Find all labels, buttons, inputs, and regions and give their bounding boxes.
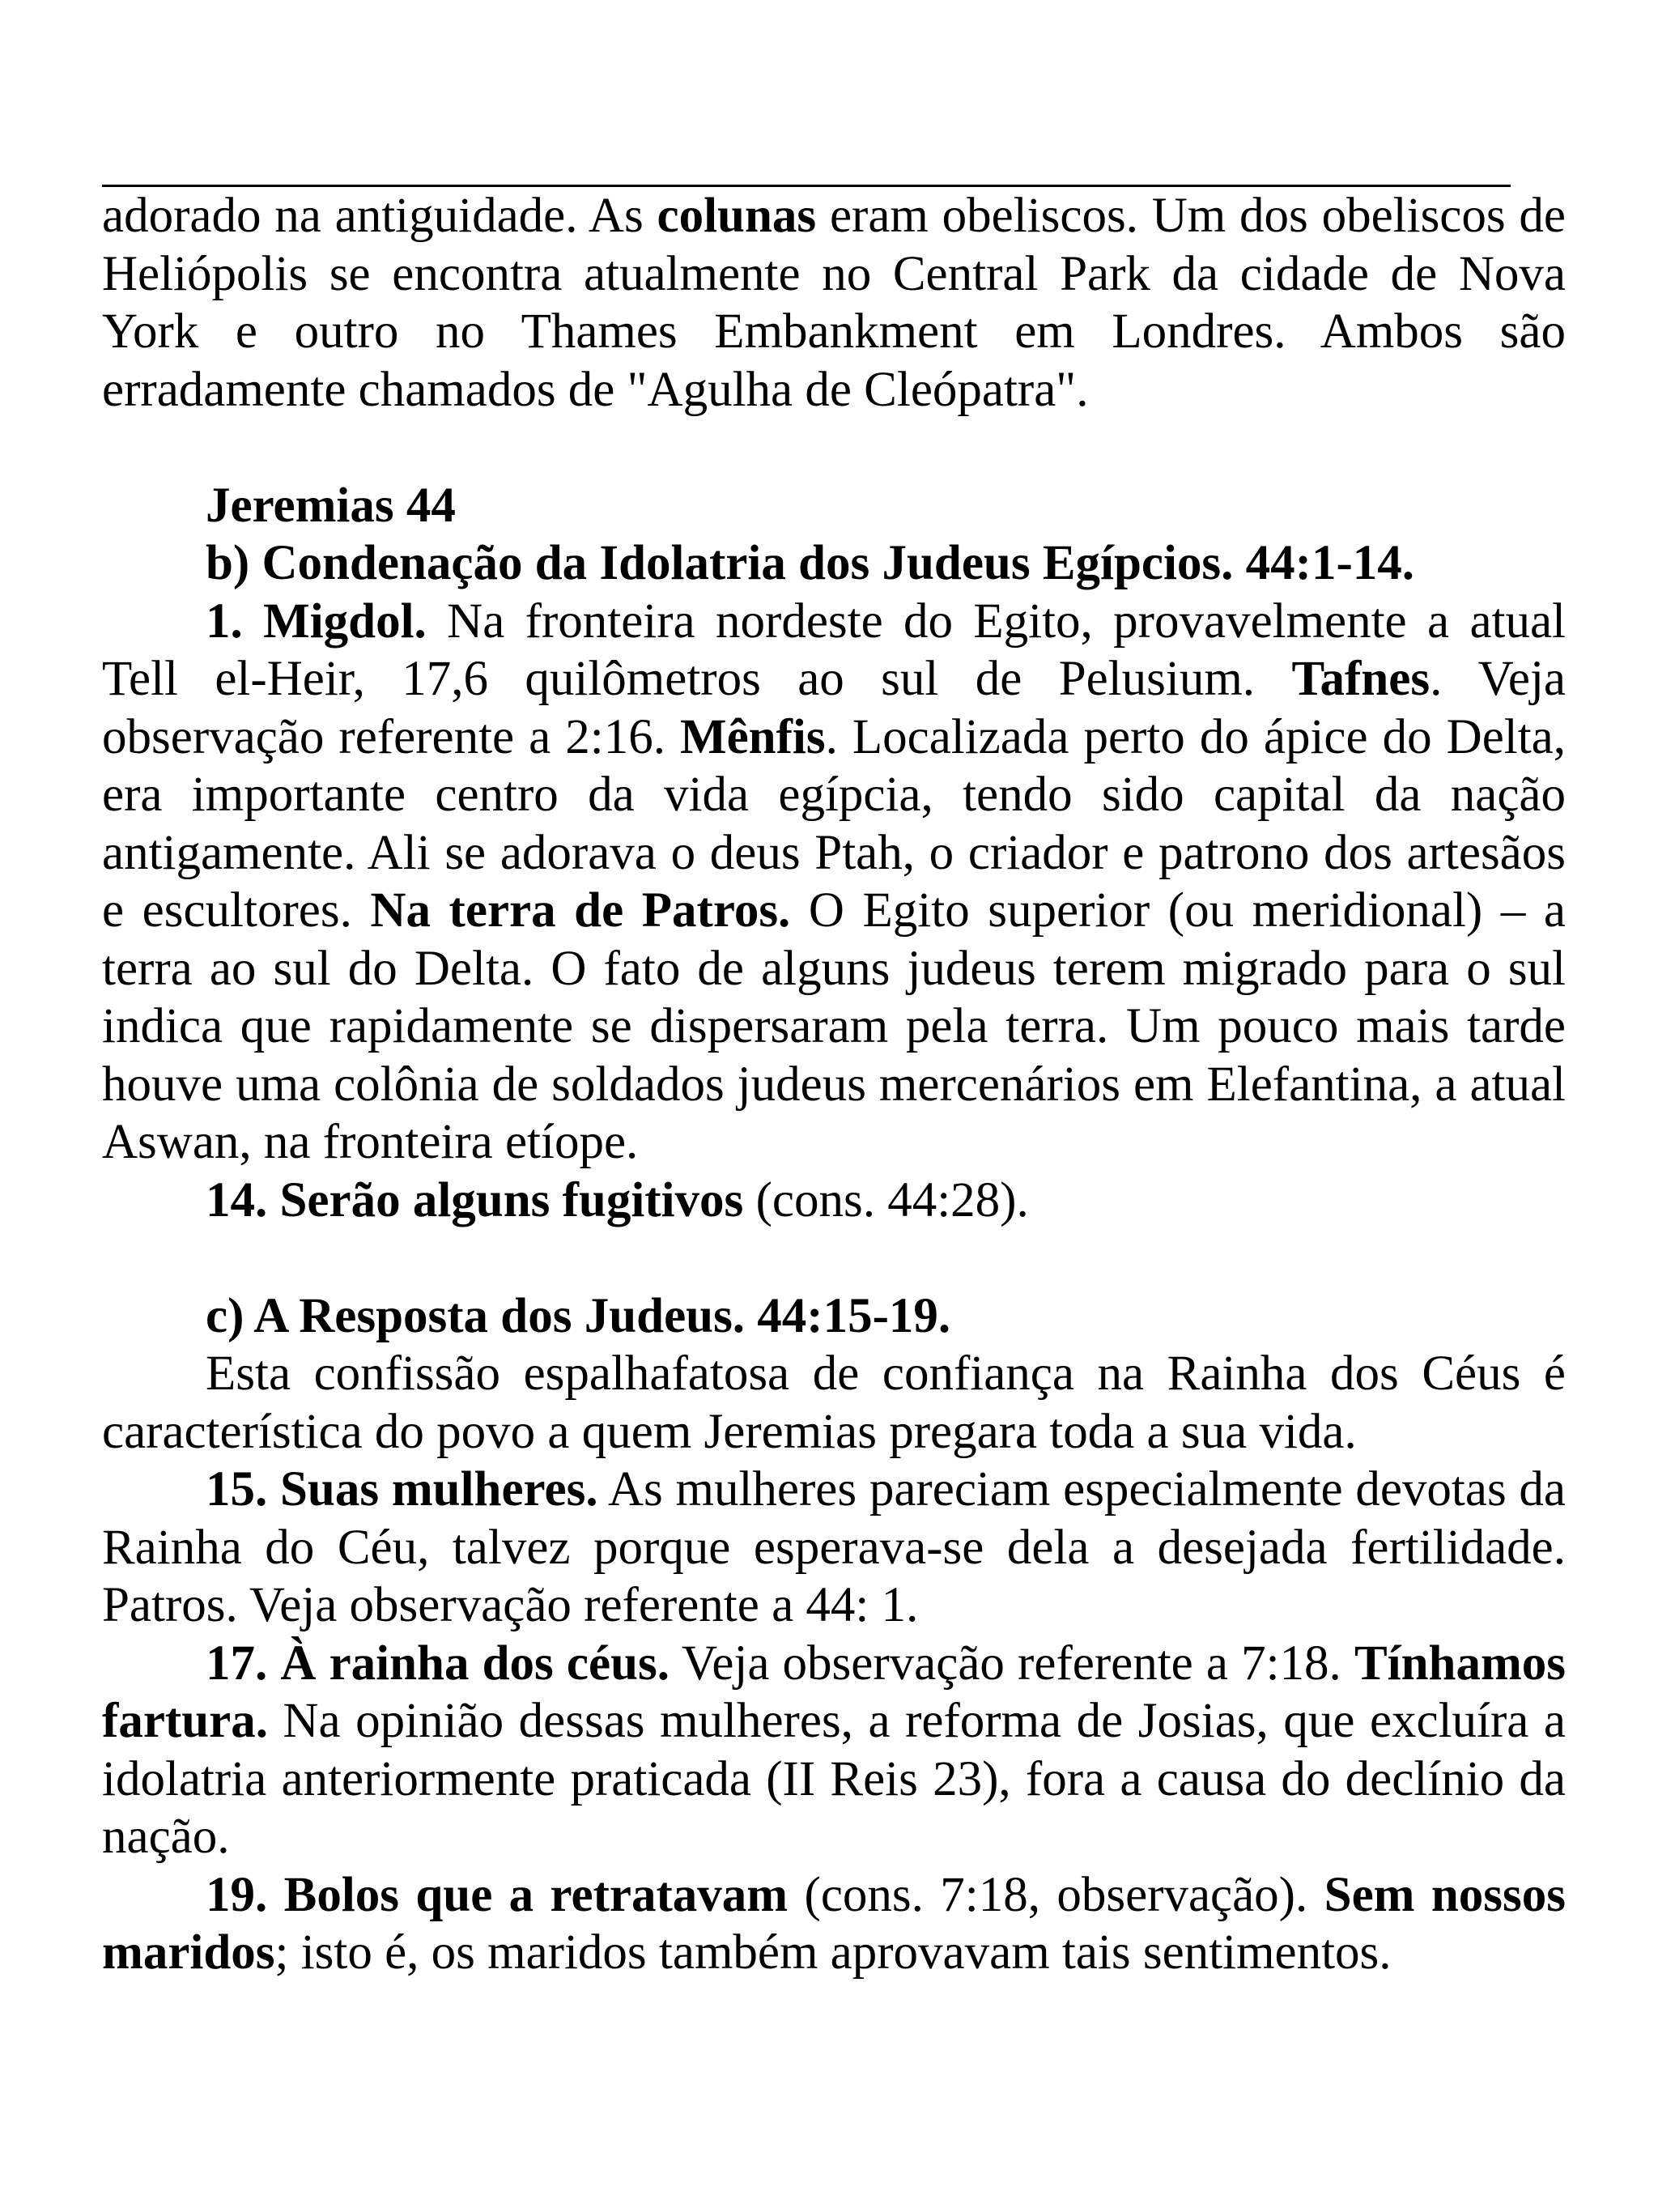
text-run: adorado na antiguidade. As <box>102 189 657 243</box>
text-run: O Egito superior (ou meridional) – a terra ao sul do Delta. O fato de alguns judeus terem migrado para o sul indica que rapidamente se dispersaram pela terra. Um pouco mais tarde houve uma colônia de soldados judeus mercenários em Elefantina, a atual Aswan, na fronteira etíope. <box>102 883 1566 1169</box>
bold-term: Tafnes <box>1291 652 1431 706</box>
paragraph-verse-17 <box>102 1635 1566 1866</box>
paragraph-heliopolis <box>102 187 1566 419</box>
bold-term: 17. À rainha dos céus. <box>206 1636 670 1691</box>
bold-term: Tínhamos fartura. <box>102 1636 1566 1748</box>
bold-term: 15. Suas mulheres. <box>206 1462 598 1516</box>
paragraph-verse-14 <box>102 1172 1566 1230</box>
chapter-heading: Jeremias 44 <box>206 478 456 533</box>
text-run: Veja observação referente a 7:18. <box>669 1636 1354 1691</box>
page-body <box>102 185 1566 1982</box>
bold-term: Mênfis <box>680 709 826 764</box>
bold-term: 14. Serão alguns fugitivos <box>206 1172 744 1227</box>
text-run: . Veja observação referente a 2:16. <box>102 652 1566 764</box>
bold-term: Sem nossos maridos <box>102 1867 1566 1980</box>
paragraph-migdol <box>102 593 1566 1172</box>
paragraph-verse-15 <box>102 1461 1566 1635</box>
text-run: Na fronteira nordeste do Egito, provavelmente a atual Tell el-Heir, 17,6 quilômetros ao sul de Pelusium. <box>102 593 1566 706</box>
text-run: (cons. 7:18, observação). <box>788 1867 1324 1922</box>
bold-term: Na terra de Patros. <box>370 883 791 938</box>
bold-term: colunas <box>657 189 817 243</box>
section-heading-b: b) Condenação da Idolatria dos Judeus Egípcios. 44:1-14. <box>206 536 1415 590</box>
paragraph-verse-19 <box>102 1866 1566 1982</box>
spacer <box>102 419 1566 477</box>
bold-term: 1. Migdol. <box>206 593 427 649</box>
text-run: Na opinião dessas mulheres, a reforma de Josias, que excluíra a idolatria anteriormente praticada (II Reis 23), fora a causa do declínio da nação. <box>102 1694 1566 1864</box>
text-run: As mulheres pareciam especialmente devotas da Rainha do Céu, talvez porque esperava-se dela a desejada fertilidade. Patros. Veja observação referente a 44: 1. <box>102 1462 1567 1632</box>
text-run: eram obeliscos. Um dos obeliscos de Heliópolis se encontra atualmente no Central Park da cidade de Nova York e outro no Thames Embankment em Londres. Ambos são erradamente chamados de "Agulha de Cleópatra". <box>102 189 1566 417</box>
paragraph-confession: Esta confissão espalhafatosa de confiança na Rainha dos Céus é característica do povo a quem Jeremias pregara toda a sua vida. <box>102 1346 1566 1459</box>
section-heading-c: c) A Resposta dos Judeus. 44:15-19. <box>206 1288 951 1343</box>
text-run: ; isto é, os maridos também aprovavam tais sentimentos. <box>274 1925 1392 1980</box>
text-run: (cons. 44:28). <box>743 1172 1029 1227</box>
bold-term: 19. Bolos que a retratavam <box>206 1867 789 1922</box>
text-run: . Localizada perto do ápice do Delta, era importante centro da vida egípcia, tendo sido capital da nação antigamente. Ali se adorava o deus Ptah, o criador e patrono dos artesãos e escultores. <box>102 709 1566 938</box>
spacer <box>102 1229 1566 1287</box>
